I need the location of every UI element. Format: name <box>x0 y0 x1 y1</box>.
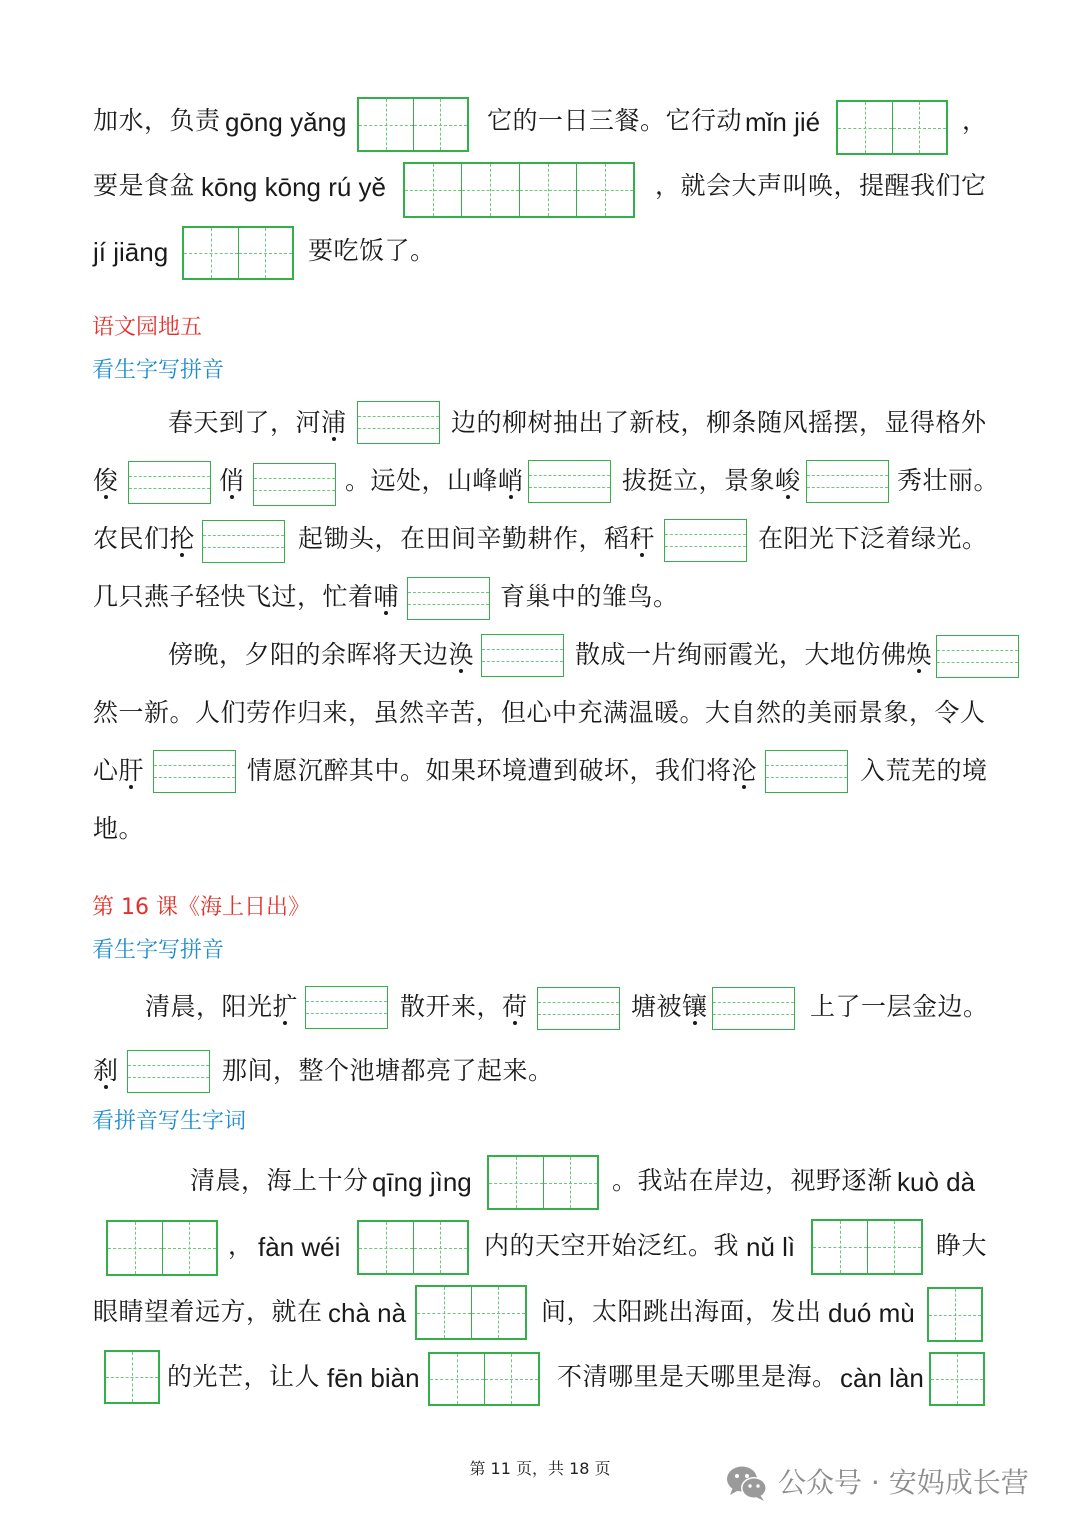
pinyin-writing-box <box>765 750 848 793</box>
pinyin-prompt: nǔ lì <box>746 1232 796 1262</box>
grid-cell <box>417 1287 471 1338</box>
sentence-text: 加水，负责 <box>93 106 221 135</box>
sentence-text: 眼睛望着远方，就在 <box>93 1297 323 1326</box>
lesson-title: 第 16 课《海上日出》 <box>92 895 310 920</box>
target-character: 扩 <box>272 992 299 1021</box>
grid-cell <box>108 1222 162 1274</box>
character-grid-box <box>927 1287 983 1342</box>
grid-cell <box>838 102 892 153</box>
sentence-text: 春天到了，河 <box>168 408 322 437</box>
sentence-text: ，就会大声叫唤，提醒我们它 <box>655 171 987 200</box>
sentence-text: 要吃饭了。 <box>308 236 436 265</box>
pinyin-prompt: kuò dà <box>897 1167 976 1197</box>
grid-cell <box>484 1354 539 1404</box>
sentence-text: 边的柳树抽出了新枝，柳条随风摇摆，显得格外 <box>451 408 987 437</box>
sentence-text: 入荒芜的境 <box>860 756 988 785</box>
sentence-text: 然一新。人们劳作归来，虽然辛苦，但心中充满温暖。大自然的美丽景象，令人 <box>93 698 986 727</box>
grid-cell <box>405 164 461 216</box>
sentence-text: 育巢中的雏鸟。 <box>500 582 679 611</box>
grid-cell <box>461 164 518 216</box>
pinyin-writing-box <box>806 460 889 503</box>
target-character: 俏 <box>219 466 245 495</box>
target-character: 秆 <box>629 524 656 553</box>
pinyin-prompt: fēn biàn <box>327 1363 420 1393</box>
sentence-text: 拔挺立，景象 <box>622 466 776 495</box>
grid-cell <box>359 99 413 150</box>
sentence-text: ， <box>962 106 988 135</box>
sentence-segment <box>168 640 474 670</box>
sentence-segment <box>145 992 298 1022</box>
pinyin-prompt: fàn wéi <box>258 1232 341 1262</box>
sentence-text: 睁大 <box>936 1231 988 1260</box>
pinyin-writing-box <box>407 577 490 620</box>
sentence-segment <box>93 466 119 496</box>
sentence-segment <box>219 466 245 496</box>
sentence-segment <box>168 408 347 438</box>
character-grid-box <box>357 1220 469 1275</box>
pinyin-prompt: kōng kōng rú yě <box>201 172 387 202</box>
watermark-text: 公众号 · 安妈成长营 <box>778 1466 1029 1499</box>
pinyin-writing-box <box>153 750 236 793</box>
target-character: 峭 <box>498 466 524 495</box>
target-character: 抡 <box>169 524 196 553</box>
sentence-text: 不清哪里是天哪里是海。 <box>557 1362 838 1391</box>
character-grid-box <box>487 1155 599 1210</box>
character-grid-box <box>106 1220 218 1276</box>
sentence-text: 塘被 <box>631 992 683 1021</box>
sentence-segment <box>93 582 399 612</box>
pinyin-writing-box <box>537 987 620 1030</box>
pinyin-prompt: càn làn <box>840 1363 924 1393</box>
sentence-text: 的光芒，让人 <box>167 1362 321 1391</box>
pinyin-writing-box <box>357 401 440 444</box>
sentence-segment <box>575 640 932 670</box>
sentence-text: 地。 <box>93 814 145 843</box>
target-character: 镶 <box>682 992 708 1021</box>
sentence-text: 那间，整个池塘都亮了起来。 <box>222 1056 554 1085</box>
sentence-text: 它的一日三餐。它行动 <box>487 106 743 135</box>
character-grid-box <box>182 226 294 280</box>
sentence-text: 傍晚，夕阳的余晖将天边 <box>168 640 449 669</box>
character-grid-box <box>104 1350 160 1404</box>
sentence-text: 。我站在岸边，视野逐渐 <box>612 1166 893 1195</box>
target-character: 峻 <box>775 466 801 495</box>
exercise-heading: 看拼音写生字词 <box>92 1109 247 1134</box>
pinyin-writing-box <box>664 519 747 562</box>
grid-cell <box>892 102 947 153</box>
grid-cell <box>519 164 576 216</box>
grid-cell <box>929 1289 981 1340</box>
sentence-text: 在阳光下泛着绿光。 <box>758 524 988 553</box>
section-title: 语文园地五 <box>92 315 203 340</box>
target-character: 焕 <box>906 640 933 669</box>
sentence-text: 情愿沉醉其中。如果环境遭到破坏，我们将 <box>247 756 732 785</box>
character-grid-box <box>357 97 469 152</box>
grid-cell <box>162 1222 217 1274</box>
sentence-text: 散开来， <box>400 992 503 1021</box>
exercise-heading: 看生字写拼音 <box>92 358 225 383</box>
target-character: 肝 <box>118 756 145 785</box>
target-character: 涣 <box>448 640 475 669</box>
character-grid-box <box>428 1352 540 1406</box>
grid-cell <box>413 1222 468 1273</box>
character-grid-box <box>403 162 635 218</box>
sentence-text: 要是食盆 <box>93 171 196 200</box>
page-number: 第 11 页，共 18 页 <box>469 1459 611 1478</box>
pinyin-prompt: chà nà <box>328 1298 407 1328</box>
sentence-segment <box>345 466 524 496</box>
sentence-text: 心 <box>93 756 119 785</box>
grid-cell <box>413 99 468 150</box>
pinyin-prompt: duó mù <box>828 1298 915 1328</box>
grid-cell <box>867 1221 922 1273</box>
pinyin-writing-box <box>528 460 611 503</box>
grid-cell <box>931 1354 983 1404</box>
sentence-segment <box>400 992 528 1022</box>
sentence-text: 起锄头，在田间辛勤耕作，稻 <box>298 524 630 553</box>
target-character: 哺 <box>373 582 400 611</box>
pinyin-writing-box <box>127 1050 210 1093</box>
pinyin-writing-box <box>128 461 211 504</box>
sentence-text: 散成一片绚丽霞光，大地仿佛 <box>575 640 907 669</box>
target-character: 俊 <box>93 466 119 495</box>
sentence-segment <box>622 466 801 496</box>
sentence-text: 几只燕子轻快飞过，忙着 <box>93 582 374 611</box>
sentence-text: 秀壮丽。 <box>897 466 1000 495</box>
sentence-segment <box>93 1056 119 1086</box>
grid-cell <box>238 228 293 278</box>
grid-cell <box>489 1157 543 1208</box>
pinyin-writing-box <box>253 463 336 506</box>
grid-cell <box>576 164 633 216</box>
sentence-text: 上了一层金边。 <box>810 992 989 1021</box>
sentence-segment <box>298 524 655 554</box>
sentence-text: 间，太阳跳出海面，发出 <box>541 1297 822 1326</box>
grid-cell <box>813 1221 867 1273</box>
target-character: 浦 <box>321 408 347 437</box>
sentence-text: 农民们 <box>93 524 170 553</box>
sentence-segment <box>631 992 708 1022</box>
target-character: 刹 <box>93 1056 119 1085</box>
target-character: 荷 <box>502 992 528 1021</box>
pinyin-writing-box <box>936 635 1019 678</box>
pinyin-writing-box <box>202 520 285 563</box>
pinyin-writing-box <box>305 986 388 1029</box>
sentence-text: 内的天空开始泛红。我 <box>484 1231 740 1260</box>
sentence-text: 清晨，海上十分 <box>190 1166 369 1195</box>
character-grid-box <box>415 1285 527 1340</box>
grid-cell <box>106 1352 158 1402</box>
pinyin-prompt: jí jiāng <box>93 237 169 267</box>
sentence-segment <box>93 756 144 786</box>
grid-cell <box>359 1222 413 1273</box>
grid-cell <box>184 228 238 278</box>
pinyin-prompt: mǐn jié <box>745 107 821 137</box>
sentence-text: ， <box>228 1231 254 1260</box>
pinyin-prompt: qīng jìng <box>372 1167 472 1197</box>
exercise-heading: 看生字写拼音 <box>92 938 225 963</box>
sentence-segment <box>247 756 757 786</box>
pinyin-prompt: gōng yǎng <box>225 107 347 137</box>
pinyin-writing-box <box>712 987 795 1030</box>
sentence-text: 。远处，山峰 <box>345 466 499 495</box>
grid-cell <box>471 1287 526 1338</box>
sentence-segment <box>93 524 195 554</box>
character-grid-box <box>929 1352 985 1406</box>
pinyin-writing-box <box>481 634 564 677</box>
sentence-text: 清晨，阳光 <box>145 992 273 1021</box>
wechat-icon <box>726 1464 768 1502</box>
target-character: 沦 <box>731 756 758 785</box>
character-grid-box <box>836 100 948 155</box>
grid-cell <box>430 1354 484 1404</box>
character-grid-box <box>811 1219 923 1275</box>
grid-cell <box>543 1157 598 1208</box>
